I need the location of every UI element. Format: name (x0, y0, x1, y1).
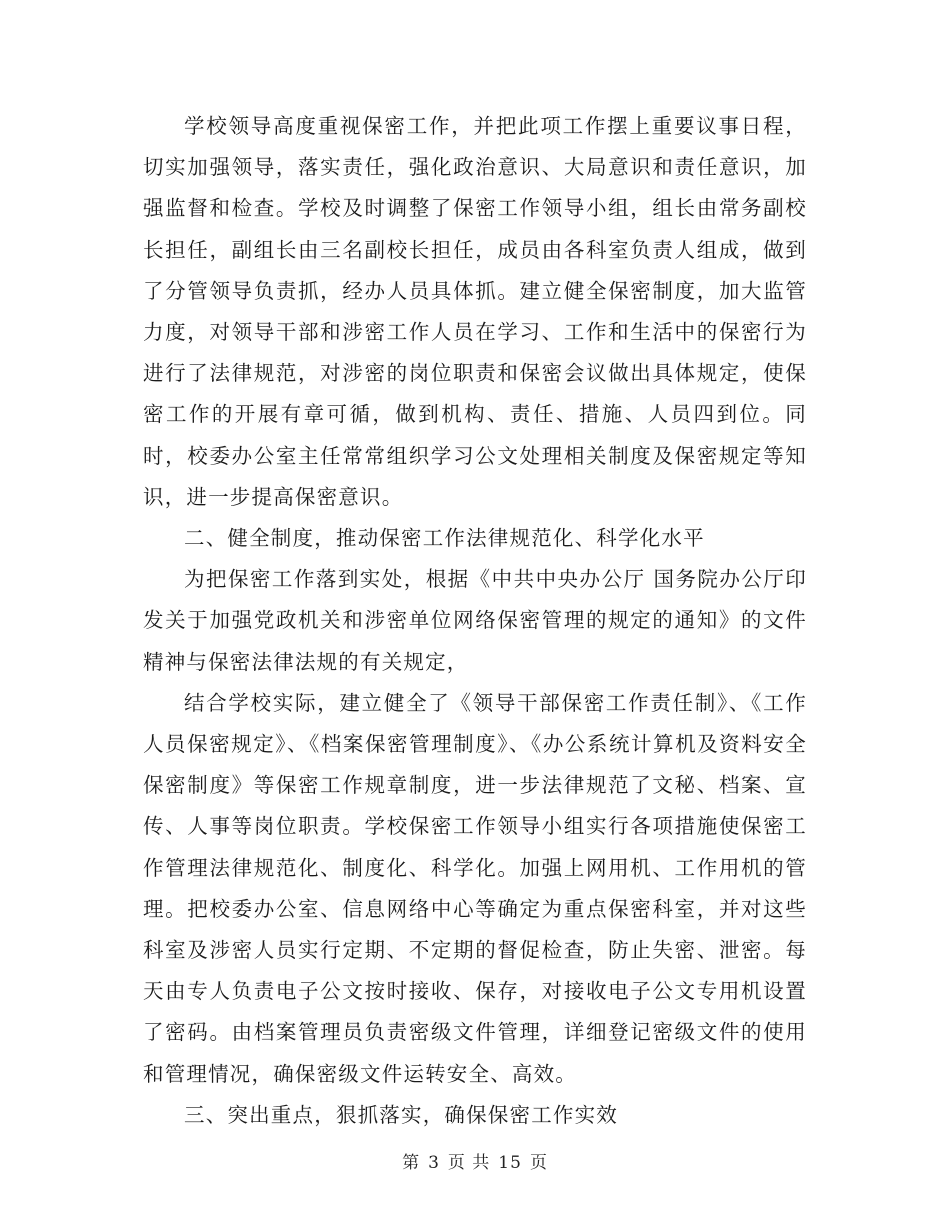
paragraph-regulations: 结合学校实际，建立健全了《领导干部保密工作责任制》、《工作人员保密规定》、《档案保密管理制度》、《办公系统计算机及资料安全保密制度》等保密工作规章制度，进一步法律规范了文秘、档案、宣传、人事等岗位职责。学校保密工作领导小组实行各项措施使保密工作管理法律规范化、制度化、科学化。加强上网用机、工作用机的管理。把校委办公室、信息网络中心等确定为重点保密科室，并对这些科室及涉密人员实行定期、不定期的督促检查，防止失密、泄密。每天由专人负责电子公文按时接收、保存，对接收电子公文专用机设置了密码。由档案管理员负责密级文件管理，详细登记密级文件的使用和管理情况，确保密级文件运转安全、高效。 (143, 690, 807, 1086)
section-heading-2: 二、健全制度，推动保密工作法律规范化、科学化水平 (184, 526, 705, 551)
paragraph-leadership: 学校领导高度重视保密工作，并把此项工作摆上重要议事日程，切实加强领导，落实责任，强化政治意识、大局意识和责任意识，加强监督和检查。学校及时调整了保密工作领导小组，组长由常务副校长担任，副组长由三名副校长担任，成员由各科室负责人组成，做到了分管领导负责抓，经办人员具体抓。建立健全保密制度，加大监管力度，对领导干部和涉密工作人员在学习、工作和生活中的保密行为进行了法律规范，对涉密的岗位职责和保密会议做出具体规定，使保密工作的开展有章可循，做到机构、责任、措施、人员四到位。同时，校委办公室主任常常组织学习公文处理相关制度及保密规定等知识，进一步提高保密意识。 (143, 114, 807, 509)
document-body (143, 106, 807, 1136)
footer-suffix: 页 (529, 1153, 548, 1173)
paragraph-basis: 为把保密工作落到实处，根据《中共中央办公厅 国务院办公厅印发关于加强党政机关和涉密单位网络保密管理的规定的通知》的文件精神与保密法律法规的有关规定， (143, 567, 807, 674)
section-heading-3: 三、突出重点，狠抓落实，确保保密工作实效 (184, 1102, 618, 1127)
page-number: 3 (428, 1153, 440, 1173)
footer-middle: 页 共 (447, 1153, 491, 1173)
page-footer (0, 1148, 950, 1173)
footer-prefix: 第 (402, 1153, 421, 1173)
page-total: 15 (498, 1153, 522, 1173)
